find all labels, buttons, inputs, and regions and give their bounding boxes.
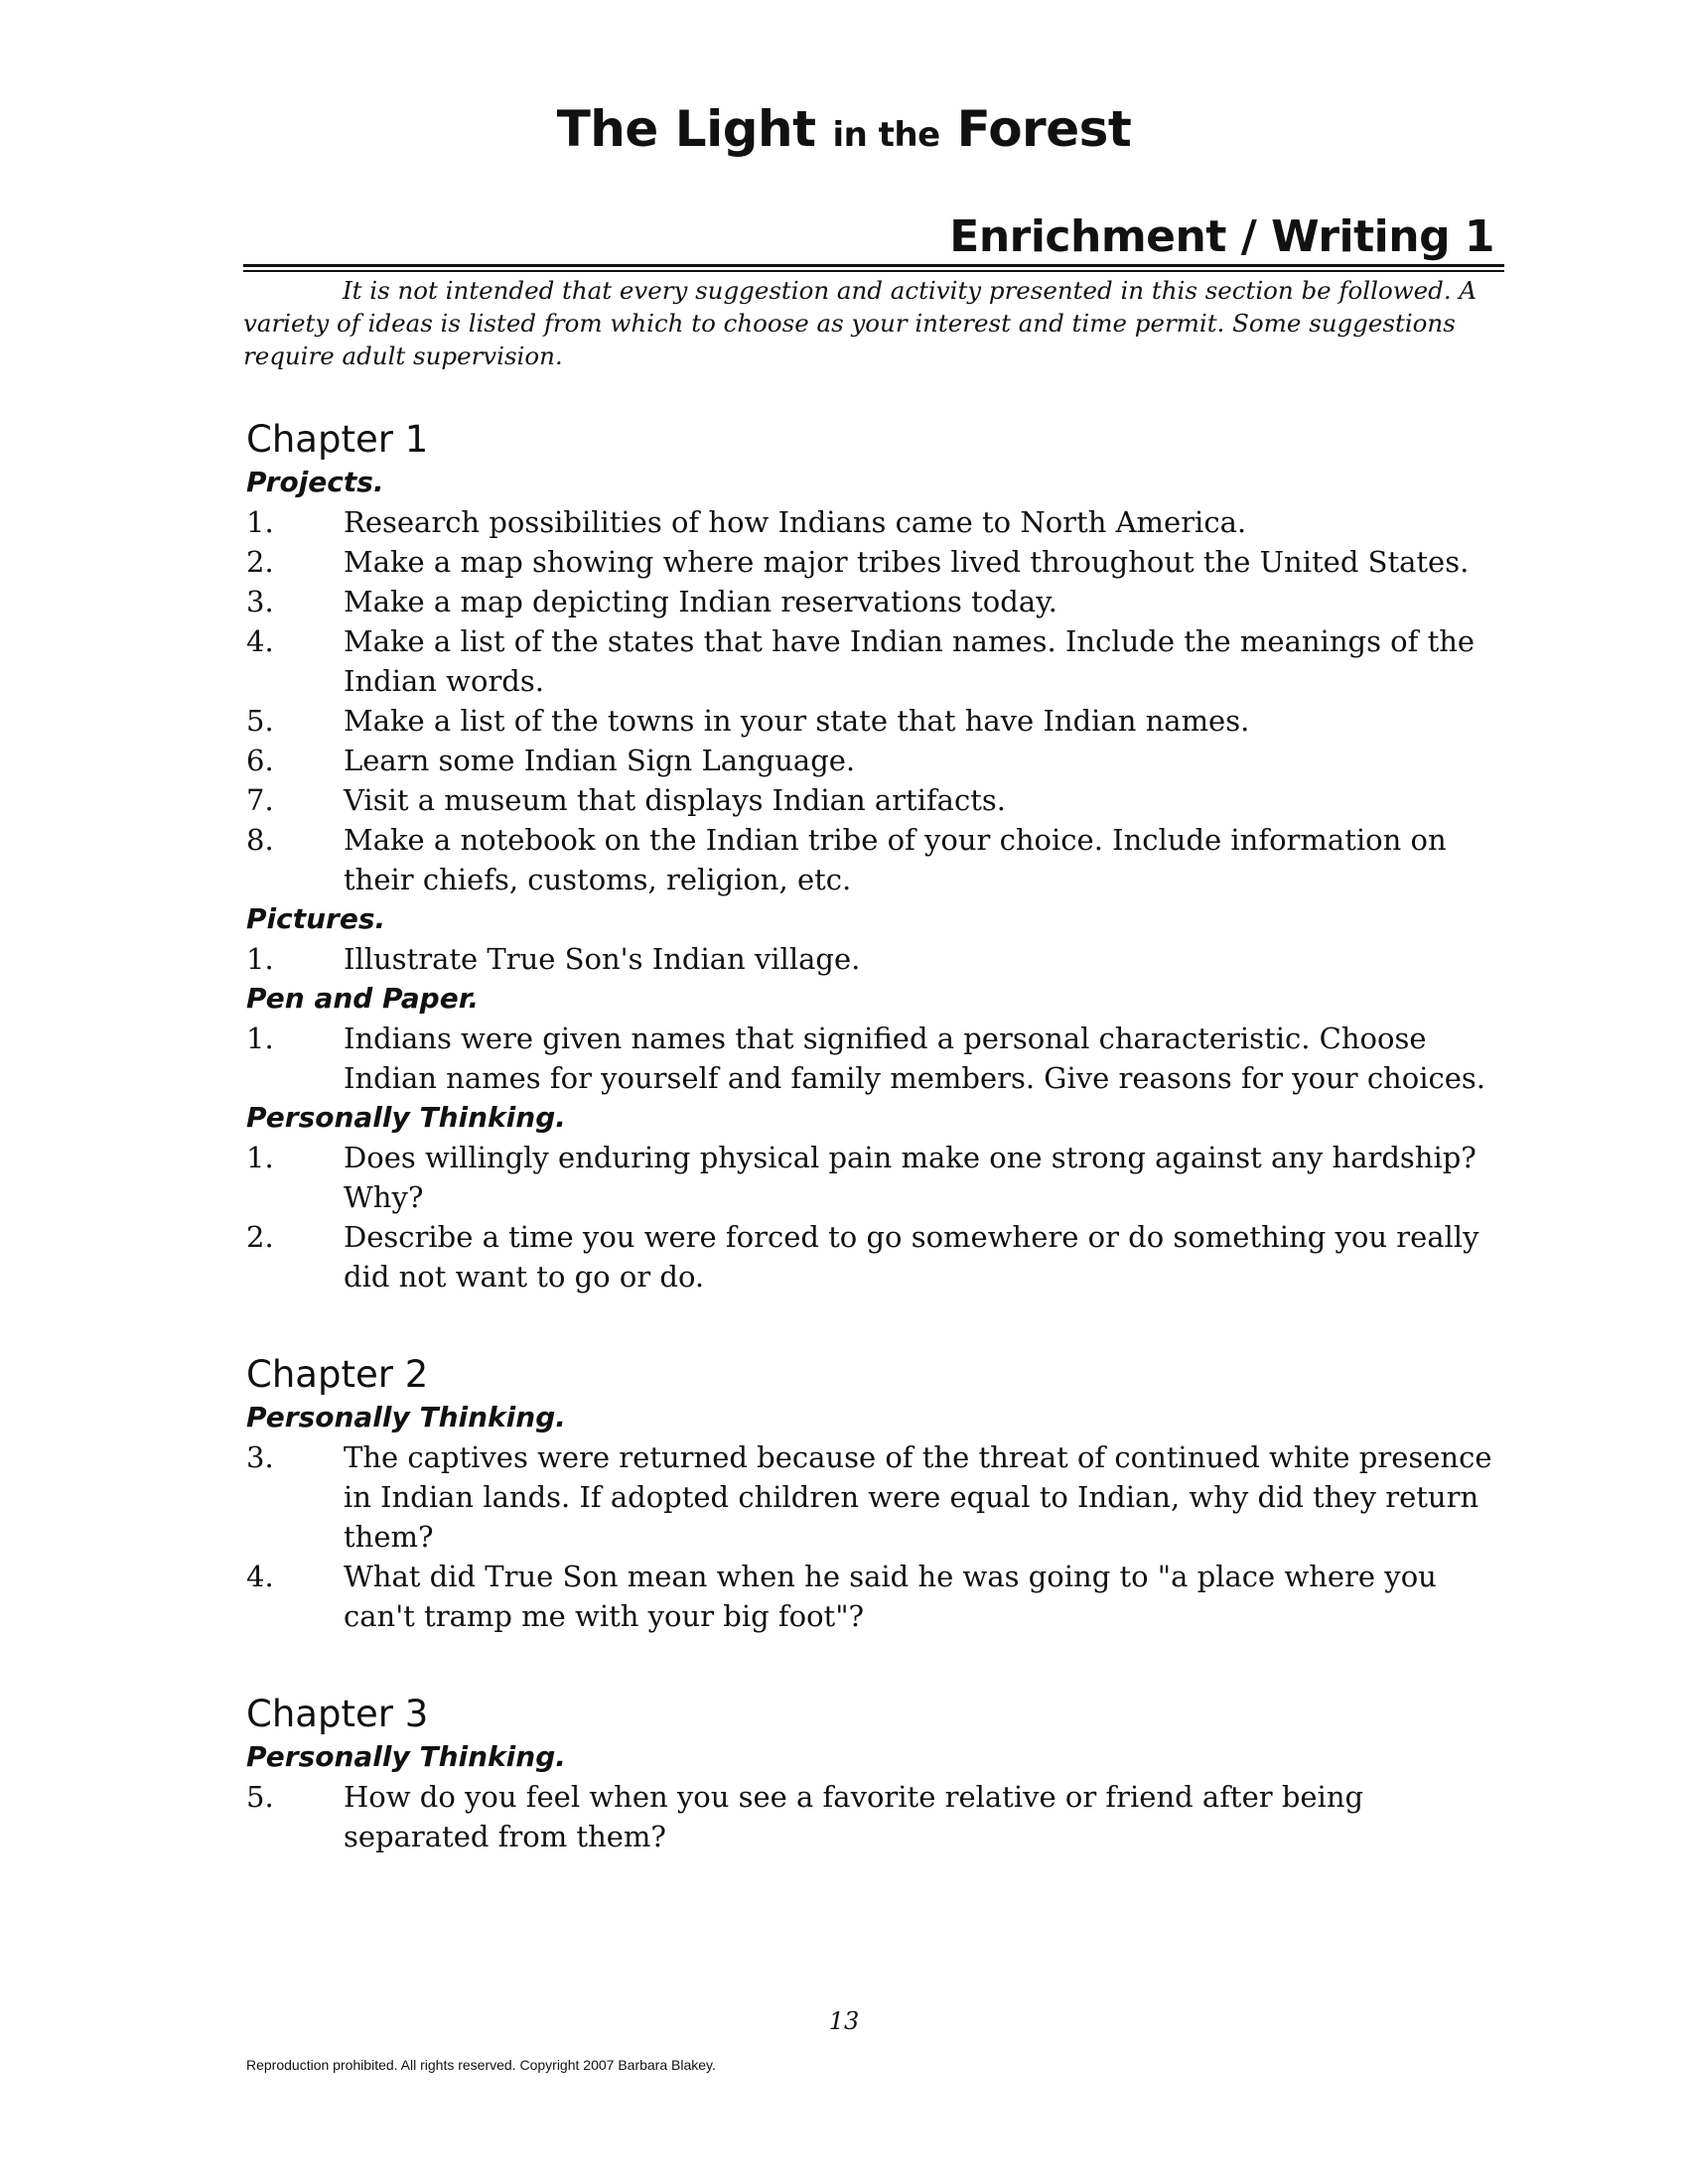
category-heading: Projects. bbox=[246, 466, 384, 498]
item-number: 3. bbox=[246, 585, 274, 618]
list-item bbox=[246, 582, 1507, 621]
chapters-content bbox=[246, 417, 1507, 1856]
book-title-part-2: in the bbox=[832, 115, 940, 155]
list-item bbox=[246, 1019, 1507, 1098]
item-number: 6. bbox=[246, 744, 274, 777]
list-item bbox=[246, 1138, 1507, 1217]
item-number: 1. bbox=[246, 942, 274, 976]
activity-list bbox=[246, 1019, 1507, 1098]
list-item bbox=[246, 741, 1507, 780]
list-item bbox=[246, 1437, 1507, 1557]
list-item bbox=[246, 701, 1507, 741]
item-number: 3. bbox=[246, 1440, 274, 1474]
chapter-title: Chapter 2 bbox=[246, 1353, 429, 1396]
list-item bbox=[246, 939, 1507, 979]
item-number: 4. bbox=[246, 624, 274, 658]
chapter-section bbox=[246, 417, 1507, 1297]
item-text: Visit a museum that displays Indian artifacts. bbox=[344, 783, 1006, 817]
list-item bbox=[246, 502, 1507, 542]
item-number: 2. bbox=[246, 545, 274, 579]
list-item bbox=[246, 780, 1507, 820]
chapter-title: Chapter 3 bbox=[246, 1693, 429, 1735]
item-text: Make a map showing where major tribes lived throughout the United States. bbox=[344, 545, 1470, 579]
item-text: How do you feel when you see a favorite relative or friend after being separated from them? bbox=[344, 1780, 1364, 1853]
item-text: Learn some Indian Sign Language. bbox=[344, 744, 856, 777]
page-number: 13 bbox=[828, 2007, 860, 2035]
item-text: The captives were returned because of the threat of continued white presence in Indian lands. If adopted children were equal to Indian, why did they return them? bbox=[344, 1440, 1492, 1554]
intro-text: It is not intended that every suggestion and activity presented in this section be followed. A variety of ideas is listed from which to choose as your interest and time permit. Some suggestions require adult supervision. bbox=[243, 276, 1477, 370]
intro-note bbox=[243, 274, 1504, 372]
activity-list bbox=[246, 939, 1507, 979]
item-number: 8. bbox=[246, 823, 274, 857]
category-heading: Personally Thinking. bbox=[246, 1101, 566, 1134]
item-text: Make a list of the states that have Indian names. Include the meanings of the Indian words. bbox=[344, 624, 1476, 698]
header-rule-thick bbox=[243, 264, 1504, 267]
item-text: What did True Son mean when he said he was going to "a place where you can't tramp me with your big foot"? bbox=[344, 1560, 1437, 1633]
activity-list bbox=[246, 1437, 1507, 1636]
item-number: 5. bbox=[246, 704, 274, 738]
item-text: Make a map depicting Indian reservations today. bbox=[344, 585, 1057, 618]
item-number: 1. bbox=[246, 1141, 274, 1174]
item-number: 1. bbox=[246, 505, 274, 539]
book-title-part-1: The Light bbox=[556, 100, 816, 158]
copyright-notice: Reproduction prohibited. All rights reserved. Copyright 2007 Barbara Blakey. bbox=[246, 2057, 716, 2073]
category-heading: Pen and Paper. bbox=[246, 982, 480, 1015]
category-heading: Personally Thinking. bbox=[246, 1740, 566, 1773]
header-rule-thin bbox=[243, 270, 1504, 272]
chapter-section bbox=[246, 1692, 1507, 1856]
chapter-section bbox=[246, 1352, 1507, 1636]
section-title: Enrichment / Writing 1 bbox=[949, 211, 1494, 262]
item-text: Indians were given names that signified a personal characteristic. Choose Indian names for yourself and family members. Give reasons for your choices. bbox=[344, 1022, 1485, 1095]
item-number: 2. bbox=[246, 1220, 274, 1254]
item-text: Make a notebook on the Indian tribe of your choice. Include information on their chiefs, customs, religion, etc. bbox=[344, 823, 1447, 896]
category-heading: Personally Thinking. bbox=[246, 1401, 566, 1433]
item-text: Make a list of the towns in your state that have Indian names. bbox=[344, 704, 1250, 738]
list-item bbox=[246, 820, 1507, 899]
chapter-title: Chapter 1 bbox=[246, 418, 429, 461]
list-item bbox=[246, 621, 1507, 701]
book-title bbox=[0, 99, 1688, 165]
item-number: 5. bbox=[246, 1780, 274, 1814]
list-item bbox=[246, 1777, 1507, 1856]
item-text: Does willingly enduring physical pain make one strong against any hardship? Why? bbox=[344, 1141, 1477, 1214]
item-text: Research possibilities of how Indians came to North America. bbox=[344, 505, 1247, 539]
category-heading: Pictures. bbox=[246, 902, 386, 935]
item-text: Illustrate True Son's Indian village. bbox=[344, 942, 861, 976]
item-number: 1. bbox=[246, 1022, 274, 1055]
book-title-part-3: Forest bbox=[956, 100, 1132, 158]
activity-list bbox=[246, 1777, 1507, 1856]
activity-list bbox=[246, 1138, 1507, 1297]
item-text: Describe a time you were forced to go somewhere or do something you really did not want to go or do. bbox=[344, 1220, 1479, 1294]
activity-list bbox=[246, 502, 1507, 899]
item-number: 4. bbox=[246, 1560, 274, 1593]
list-item bbox=[246, 1217, 1507, 1297]
list-item bbox=[246, 542, 1507, 582]
list-item bbox=[246, 1557, 1507, 1636]
item-number: 7. bbox=[246, 783, 274, 817]
